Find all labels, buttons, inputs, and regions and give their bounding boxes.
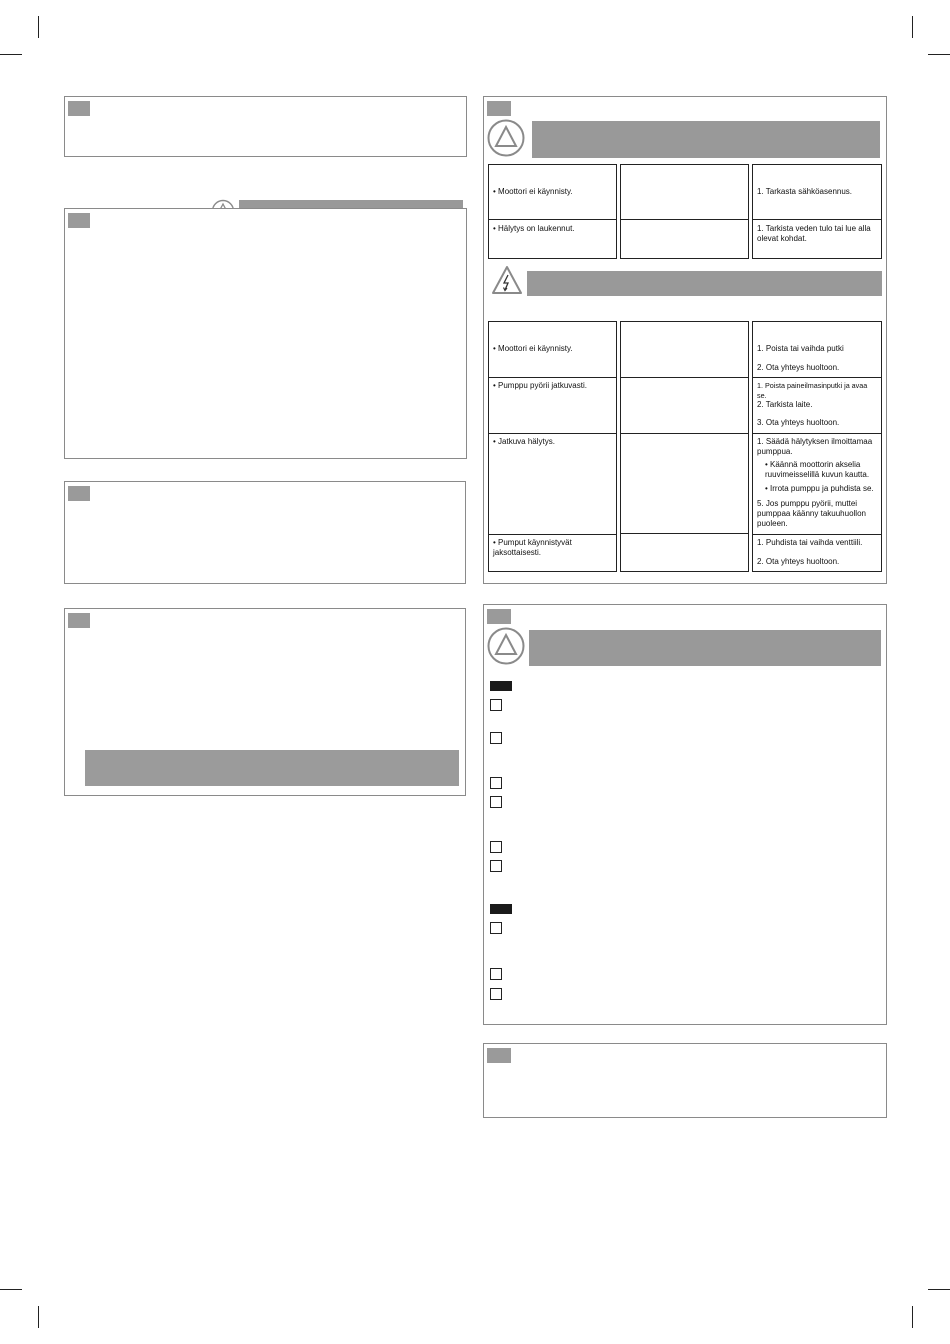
crop-mark — [0, 1289, 22, 1290]
solution-line: 1. Poista tai vaihda putki — [757, 344, 844, 353]
crop-mark — [912, 1306, 913, 1328]
warning-triangle-circle-icon — [487, 119, 525, 157]
solution-line: 2. Ota yhteys huoltoon. — [757, 557, 840, 566]
section-tag — [487, 609, 511, 624]
crop-mark — [912, 16, 913, 38]
checkbox-icon[interactable] — [490, 699, 502, 711]
solution-line: • Irrota pumppu ja puhdista se. — [765, 484, 874, 493]
section-panel-3 — [64, 481, 466, 584]
problem-text: • Moottori ei käynnisty. — [493, 187, 573, 196]
section-panel-5 — [483, 1043, 887, 1118]
electric-hazard-icon — [491, 265, 523, 295]
note-bar — [85, 750, 459, 786]
checkbox-icon[interactable] — [490, 841, 502, 853]
solution-line: 1. Puhdista tai vaihda venttiili. — [757, 538, 863, 547]
table2-problem-cell — [488, 534, 617, 572]
checkbox-icon[interactable] — [490, 732, 502, 744]
solution-text: 1. Tarkista veden tulo tai lue alla olevat kohdat. — [757, 224, 871, 243]
table2-solution-cell — [752, 534, 882, 572]
section-tag — [487, 101, 511, 116]
checkbox-icon[interactable] — [490, 777, 502, 789]
table2-cause-cell — [620, 321, 749, 378]
problem-text: • Pumput käynnistyvät jaksottaisesti. — [493, 538, 572, 557]
table1-cause-cell — [620, 164, 749, 220]
table2-problem-cell — [488, 321, 617, 378]
problem-text: • Moottori ei käynnisty. — [493, 344, 573, 353]
section-tag — [68, 213, 90, 228]
electric-header-bar — [527, 271, 882, 296]
table1-solution-cell — [752, 219, 882, 259]
section-tag — [68, 613, 90, 628]
solution-line: 5. Jos pumppu pyörii, muttei pumppaa käänny takuuhuollon puoleen. — [757, 499, 866, 528]
table1-problem-cell — [488, 219, 617, 259]
problem-text: • Pumppu pyörii jatkuvasti. — [493, 381, 587, 390]
crop-mark — [0, 54, 22, 55]
table1-solution-cell — [752, 164, 882, 220]
warning-header-bar — [529, 630, 881, 666]
table2-solution-cell — [752, 377, 882, 434]
section-tag — [487, 1048, 511, 1063]
warning-header-bar — [532, 121, 880, 158]
solution-line: 2. Ota yhteys huoltoon. — [757, 363, 840, 372]
solution-line: 1. Poista paineilmasinputki ja avaa se. — [757, 381, 868, 400]
table2-solution-cell — [752, 321, 882, 378]
solution-line: 1. Säädä hälytyksen ilmoittamaa pumppua. — [757, 437, 873, 456]
table1-cause-cell — [620, 219, 749, 259]
solution-line: 2. Tarkista laite. — [757, 400, 813, 409]
table2-cause-cell — [620, 433, 749, 534]
section-panel-1 — [64, 96, 467, 157]
checkbox-icon[interactable] — [490, 968, 502, 980]
crop-mark — [38, 16, 39, 38]
problem-text: • Hälytys on laukennut. — [493, 224, 575, 233]
checkbox-icon[interactable] — [490, 988, 502, 1000]
table2-problem-cell — [488, 377, 617, 434]
warning-triangle-circle-icon — [487, 627, 525, 665]
checkbox-icon[interactable] — [490, 922, 502, 934]
section-label-block — [490, 681, 512, 691]
section-panel-2 — [64, 208, 467, 459]
solution-line: • Käännä moottorin akselia ruuvimeisselillä kuvun kautta. — [765, 460, 870, 479]
maintenance-panel — [483, 604, 887, 1025]
crop-mark — [38, 1306, 39, 1328]
section-tag — [68, 486, 90, 501]
table2-problem-cell — [488, 433, 617, 535]
checkbox-icon[interactable] — [490, 860, 502, 872]
solution-line: 3. Ota yhteys huoltoon. — [757, 418, 840, 427]
table2-cause-cell — [620, 377, 749, 434]
table2-solution-cell — [752, 433, 882, 535]
table2-cause-cell — [620, 533, 749, 572]
crop-mark — [928, 1289, 950, 1290]
section-label-block — [490, 904, 512, 914]
table1-problem-cell — [488, 164, 617, 220]
crop-mark — [928, 54, 950, 55]
solution-text: 1. Tarkasta sähköasennus. — [757, 187, 853, 196]
section-panel-4 — [64, 608, 466, 796]
problem-text: • Jatkuva hälytys. — [493, 437, 555, 446]
checkbox-icon[interactable] — [490, 796, 502, 808]
section-tag — [68, 101, 90, 116]
